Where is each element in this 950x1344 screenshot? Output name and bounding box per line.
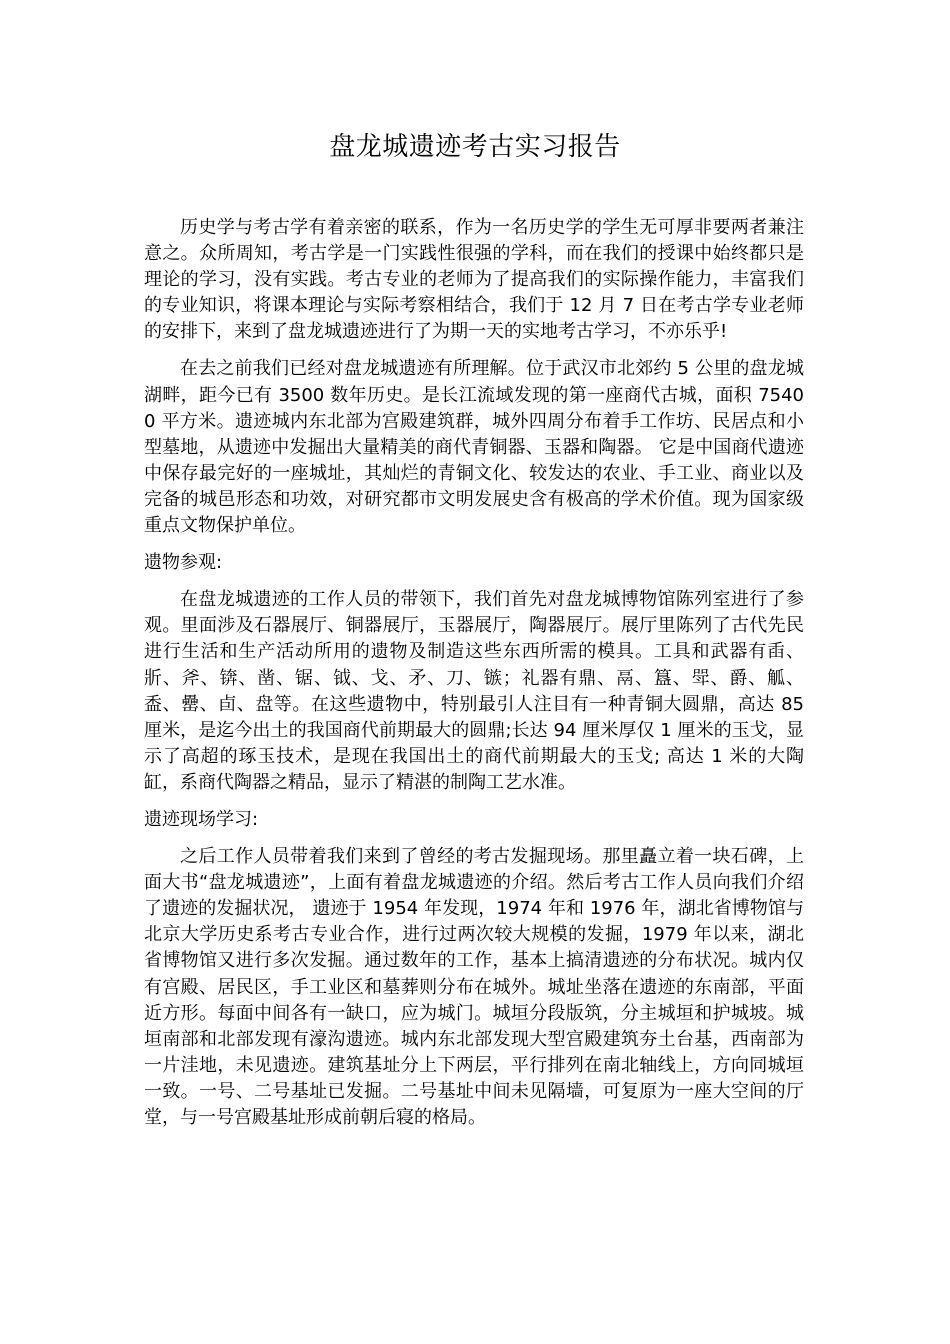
site-paragraph: 之后工作人员带着我们来到了曾经的考古发掘现场。那里矗立着一块石碑，上面大书“盘龙城遗迹”，上面有着盘龙城遗迹的介绍。然后考古工作人员向我们介绍了遗迹的发掘状况， 遗迹于 1954 年发现，1974 年和 1976 年，湖北省博物馆与北京大学历史系考古专业合作，进行过两次较大规模的发掘，1979 年以来，湖北省博物馆又进行多次发掘。通过数年的工作，基本上搞清遗迹的分布状况。城内仅有宫殿、居民区，手工业区和墓葬则分布在城外。城址坐落在遗迹的东南部，平面近方形。每面中间各有一缺口，应为城门。城垣分段版筑，分主城垣和护城坡。城垣南部和北部发现有濠沟遗迹。城内东北部发现大型宫殿建筑夯土台基，西南部为一片洼地，未见遗迹。建筑基址分上下两层，平行排列在南北轴线上，方向同城垣一致。一号、二号基址已发掘。二号基址中间未见隔墙，可复原为一座大空间的厅堂，与一号宫殿基址形成前朝后寝的格局。 <box>144 846 804 1128</box>
relics-paragraph: 在盘龙城遗迹的工作人员的带领下，我们首先对盘龙城博物馆陈列室进行了参观。里面涉及石器展厅、铜器展厅，玉器展厅，陶器展厅。展厅里陈列了古代先民进行生活和生产活动所用的遗物及制造这些东西所需的模具。工具和武器有臿、斨、斧、锛、凿、锯、钺、戈、矛、刀、镞；礼器有鼎、鬲、簋、斝、爵、觚、盉、罍、卣、盘等。在这些遗物中，特别最引人注目有一种青铜大圆鼎，高达 85 厘米，是迄今出土的我国商代前期最大的圆鼎;长达 94 厘米厚仅 1 厘米的玉戈，显示了高超的琢玉技术，是现在我国出土的商代前期最大的玉戈; 高达 1 米的大陶缸，系商代陶器之精品，显示了精湛的制陶工艺水准。 <box>144 589 804 793</box>
intro-paragraph: 历史学与考古学有着亲密的联系，作为一名历史学的学生无可厚非要两者兼注意之。众所周知，考古学是一门实践性很强的学科，而在我们的授课中始终都只是理论的学习，没有实践。考古专业的老师为了提高我们的实际操作能力，丰富我们的专业知识，将课本理论与实际考察相结合，我们于 12 月 7 日在考古学专业老师的安排下，来到了盘龙城遗迹进行了为期一天的实地考古学习，不亦乐乎! <box>144 217 804 343</box>
background-paragraph: 在去之前我们已经对盘龙城遗迹有所理解。位于武汉市北郊约 5 公里的盘龙城湖畔，距今已有 3500 数年历史。是长江流域发现的第一座商代古城，面积 75400 平方米。遗迹城内东北部为宫殿建筑群，城外四周分布着手工作坊、民居点和小型墓地，从遗迹中发掘出大量精美的商代青铜器、玉器和陶器。 它是中国商代遗迹中保存最完好的一座城址，其灿烂的青铜文化、较发达的农业、手工业、商业以及完备的城邑形态和功效，对研究都市文明发展史含有极高的学术价值。现为国家级重点文物保护单位。 <box>144 358 804 537</box>
document-body <box>144 215 804 1142</box>
section-heading-relics: 遗物参观: <box>144 552 223 574</box>
document-title: 盘龙城遗迹考古实习报告 <box>329 132 621 162</box>
section-heading-site: 遗迹现场学习: <box>144 808 259 830</box>
